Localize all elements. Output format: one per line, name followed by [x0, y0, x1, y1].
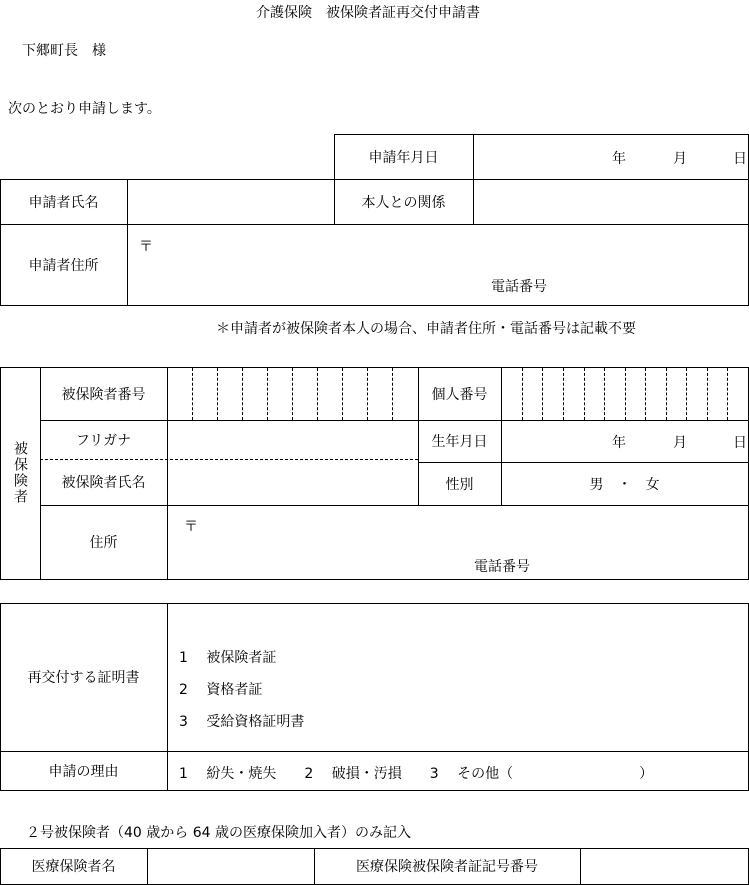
applicant-phone-label: 電話番号: [491, 279, 547, 295]
personal-number-label: 個人番号: [431, 386, 488, 403]
birth-date-label: 生年月日: [431, 434, 488, 450]
reason-label: 申請の理由: [48, 763, 119, 780]
medical-number-label: 医療保険被保険者証記号番号: [356, 859, 538, 875]
insured-name-label: 被保険者氏名: [61, 475, 146, 491]
furigana-field[interactable]: [168, 421, 417, 458]
insured-address-field[interactable]: [168, 506, 747, 578]
applicant-name-field[interactable]: [128, 180, 333, 223]
applicant-address-field[interactable]: [128, 225, 747, 304]
insured-number-label: 被保険者番号: [61, 386, 146, 403]
insured-postal-mark: 〒: [184, 519, 198, 535]
applicant-address-label: 申請者住所: [28, 257, 99, 274]
birth-year-label: 年: [612, 435, 626, 451]
personal-number-field[interactable]: [502, 368, 747, 419]
medical-insurer-label: 医療保険者名: [31, 859, 116, 875]
medical-number-field[interactable]: [581, 849, 747, 883]
medical-insurer-field[interactable]: [148, 849, 313, 883]
date-day-label: 日: [733, 151, 747, 167]
gender-label: 性別: [445, 476, 474, 493]
insured-number-field[interactable]: [168, 368, 417, 419]
relation-label: 本人との関係: [361, 194, 446, 211]
postal-mark: 〒: [139, 239, 153, 255]
insured-address-label: 住所: [89, 535, 118, 551]
reason-options[interactable]: 1 紛失・焼失 2 破損・汚損 3 その他（ ）: [179, 766, 654, 782]
date-month-label: 月: [673, 151, 687, 167]
insured-name-field[interactable]: [168, 460, 417, 504]
reissue-cert-label: 再交付する証明書: [27, 670, 140, 686]
cert-option-insured-card[interactable]: 1 被保険者証: [179, 650, 277, 666]
addressee: 下郷町長 様: [22, 43, 106, 59]
page-title: 介護保険 被保険者証再交付申請書: [256, 5, 480, 21]
date-year-label: 年: [612, 151, 626, 167]
furigana-label: フリガナ: [75, 432, 132, 449]
relation-field[interactable]: [474, 180, 747, 223]
intro-text: 次のとおり申請します。: [8, 101, 161, 117]
applicant-name-label: 申請者氏名: [28, 194, 99, 211]
applicant-note: ＊申請者が被保険者本人の場合、申請者住所・電話番号は記載不要: [216, 321, 636, 337]
date-label: 申請年月日: [368, 149, 439, 166]
cert-option-qualification[interactable]: 2 資格者証: [179, 682, 263, 698]
insured-section-label: 被保険者: [12, 441, 28, 505]
birth-month-label: 月: [673, 435, 687, 451]
secondary-note: ２号被保険者（40 歳から 64 歳の医療保険加入者）のみ記入: [26, 825, 411, 841]
insured-phone-label: 電話番号: [474, 559, 530, 575]
birth-day-label: 日: [733, 435, 747, 451]
cert-option-eligibility[interactable]: 3 受給資格証明書: [179, 714, 305, 730]
gender-options[interactable]: 男 ・ 女: [589, 476, 660, 493]
